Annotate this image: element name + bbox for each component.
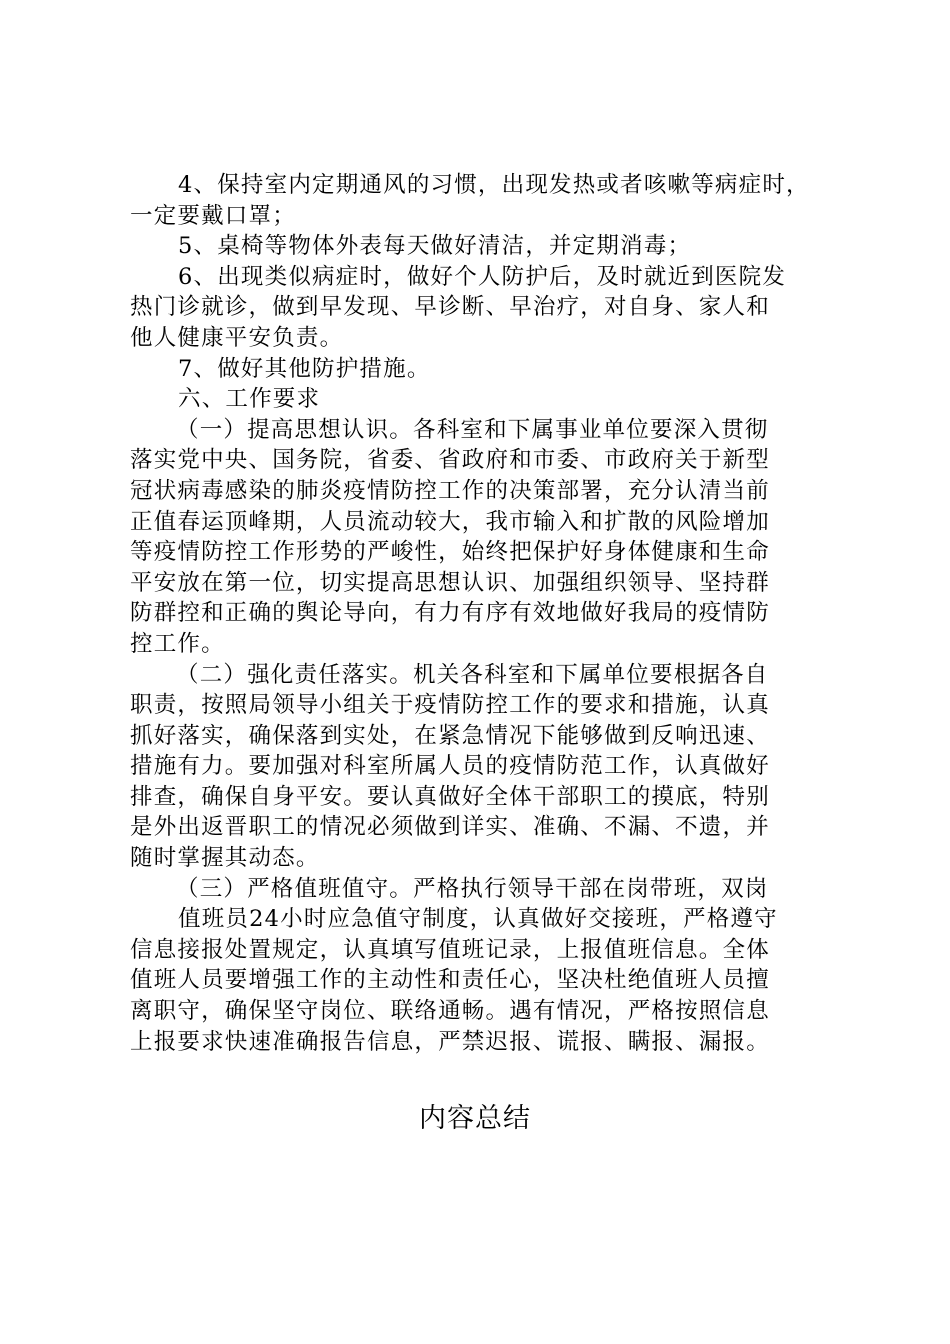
text-line: 职责，按照局领导小组关于疫情防控工作的要求和措施，认真 xyxy=(130,692,770,719)
text-line: 随时掌握其动态。 xyxy=(130,845,320,872)
text-line: 措施有力。要加强对科室所属人员的疫情防范工作，认真做好 xyxy=(130,753,770,780)
text-line: 离职守，确保坚守岗位、联络通畅。遇有情况，严格按照信息 xyxy=(130,998,770,1025)
text-line: （三）严格值班值守。严格执行领导干部在岗带班，双岗 xyxy=(176,875,769,902)
text-line: 6、出现类似病症时，做好个人防护后，及时就近到医院发 xyxy=(178,263,787,290)
text-line: 落实党中央、国务院，省委、省政府和市委、市政府关于新型 xyxy=(130,447,770,474)
text-line: 正值春运顶峰期，人员流动较大，我市输入和扩散的风险增加 xyxy=(130,508,770,535)
text-line: 等疫情防控工作形势的严峻性，始终把保护好身体健康和生命 xyxy=(130,539,770,566)
text-line: 排查，确保自身平安。要认真做好全体干部职工的摸底，特别 xyxy=(130,783,770,810)
text-line: 7、做好其他防护措施。 xyxy=(178,355,431,382)
text-line: 平安放在第一位，切实提高思想认识、加强组织领导、坚持群 xyxy=(130,569,770,596)
document-body xyxy=(130,170,830,1057)
text-line: 值班人员要增强工作的主动性和责任心，坚决杜绝值班人员擅 xyxy=(130,967,770,994)
text-line: 4、保持室内定期通风的习惯，出现发热或者咳嗽等病症时， xyxy=(178,172,810,198)
text-line: （二）强化责任落实。机关各科室和下属单位要根据各自 xyxy=(176,661,769,688)
text-line: 上报要求快速准确报告信息，严禁迟报、谎报、瞒报、漏报。 xyxy=(130,1028,770,1055)
text-line: （一）提高思想认识。各科室和下属事业单位要深入贯彻 xyxy=(176,416,769,443)
text-line: 控工作。 xyxy=(130,630,225,657)
text-line: 一定要戴口罩； xyxy=(130,202,296,229)
text-line: 是外出返晋职工的情况必须做到详实、准确、不漏、不遗，并 xyxy=(130,814,770,841)
text-line: 防群控和正确的舆论导向，有力有序有效地做好我局的疫情防 xyxy=(130,600,770,627)
text-line: 5、桌椅等物体外表每天做好清洁，并定期消毒； xyxy=(178,233,692,260)
text-line: 他人健康平安负责。 xyxy=(130,324,344,351)
text-line: 值班员24小时应急值守制度，认真做好交接班，严格遵守 xyxy=(178,906,778,933)
text-line: 冠状病毒感染的肺炎疫情防控工作的决策部署，充分认清当前 xyxy=(130,477,770,504)
section-heading: 六、工作要求 xyxy=(178,386,321,413)
text-line: 抓好落实，确保落到实处，在紧急情况下能够做到反响迅速、 xyxy=(130,722,770,749)
text-line: 热门诊就诊，做到早发现、早诊断、早治疗，对自身、家人和 xyxy=(130,294,770,321)
text-line: 信息接报处置规定，认真填写值班记录，上报值班信息。全体 xyxy=(130,936,770,963)
summary-title: 内容总结 xyxy=(419,1103,531,1134)
